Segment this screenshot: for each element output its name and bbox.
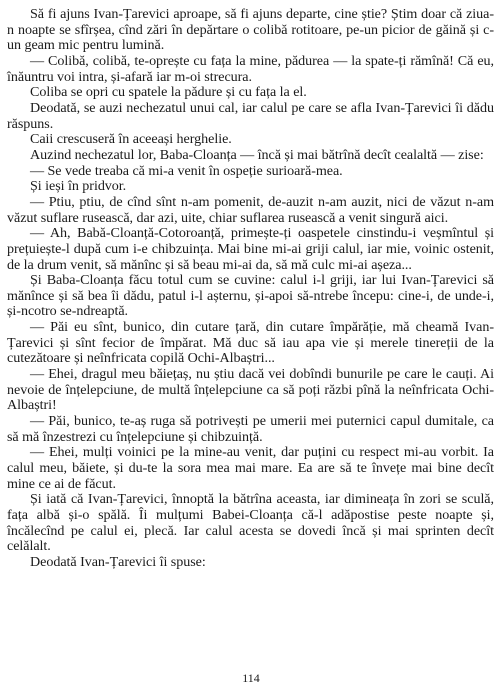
paragraph: Și iată că Ivan-Țarevici, înnoptă la bătrîna aceasta, iar dimineața în zori se sculă, fața albă și-o spălă. Îi mulțumi Babei-Cloanța că-l adăpostise peste noapte și, încălecînd pe calul ei, plecă. Iar calul acesta se dovedi încă și mai sprinten decît celălalt. — [7, 491, 494, 555]
body-text — [7, 7, 494, 571]
paragraph: Și ieși în pridvor. — [30, 178, 127, 195]
paragraph: Coliba se opri cu spatele la pădure și cu fața la el. — [30, 84, 307, 101]
paragraph: Să fi ajuns Ivan-Țarevici aproape, să fi ajuns departe, cine știe? Știm doar că ziua-n noapte se sfîrșea, cînd zări în depărtare o colibă rotitoare, pe-un picior de găină și c-un geam mic pentru lumină. — [7, 6, 494, 54]
paragraph: — Ehei, dragul meu băiețaș, nu știu dacă vei dobîndi bunurile pe care le cauți. Ai nevoie de înțelepciune, de multă înțelepciune ca să poți răzbi pînă la neînfricata Ochi-Albaștri! — [7, 366, 494, 414]
paragraph: — Se vede treaba că mi-a venit în ospeție surioară-mea. — [30, 162, 343, 179]
paragraph: — Păi eu sînt, bunico, din cutare țară, din cutare împărăție, mă cheamă Ivan-Țarevici și sînt fecior de împărat. Mă duc să iau apa vie și merele tinereții de la cutezătoare și neînfricata copilă Ochi-Albaștri... — [7, 319, 494, 367]
paragraph: — Ehei, mulți voinici pe la mine-au venit, dar puțini cu respect mi-au vorbit. Ia calul meu, băiete, și du-te la sora mea mai mare. Ea are să te învețe mai bine decît mine ce ai de făcut. — [7, 444, 494, 492]
paragraph: — Păi, bunico, te-aș ruga să potrivești pe umerii mei puternici capul dumitale, ca să mă înzestrezi cu înțelepciune și chibzuință. — [7, 413, 494, 445]
page-number: 114 — [242, 671, 260, 685]
paragraph: — Ah, Babă-Cloanță-Cotoroanță, primește-ți oaspetele cinstindu-i veșmîntul și prețuiește-l după cum i-e chibzuința. Mai bine mi-ai griji calul, iar mie, voinic ostenit, de la drum venit, să mănînc și să beau mi-ai da, să mă culc mi-ai așeza... — [7, 225, 494, 273]
paragraph: — Colibă, colibă, te-oprește cu fața la mine, pădurea — la spate-ți rămînă! Că eu, înăuntru voi intra, și-afară iar m-oi strecura. — [7, 52, 494, 85]
paragraph: Și Baba-Cloanța făcu totul cum se cuvine: calul i-l griji, iar lui Ivan-Țarevici să mănînce și să bea îi dădu, patul i-l așternu, și-apoi să-ntrebe începu: cine-i, de unde-i, și-ncotro se-ndreaptă. — [7, 272, 494, 320]
paragraph: Auzind nechezatul lor, Baba-Cloanța — încă și mai bătrînă decît cealaltă — zise: — [30, 146, 484, 163]
paragraph: Deodată Ivan-Țarevici îi spuse: — [30, 553, 206, 570]
paragraph: Deodată, se auzi nechezatul unui cal, iar calul pe care se afla Ivan-Țarevici îi dădu răspuns. — [7, 99, 494, 132]
paragraph: — Ptiu, ptiu, de cînd sînt n-am pomenit, de-auzit n-am auzit, nici de văzut n-am văzut suflare rusească, dar azi, uite, chiar suflarea rusească a venit singură aici. — [7, 193, 494, 226]
paragraph: Caii crescuseră în aceeași herghelie. — [30, 131, 232, 148]
